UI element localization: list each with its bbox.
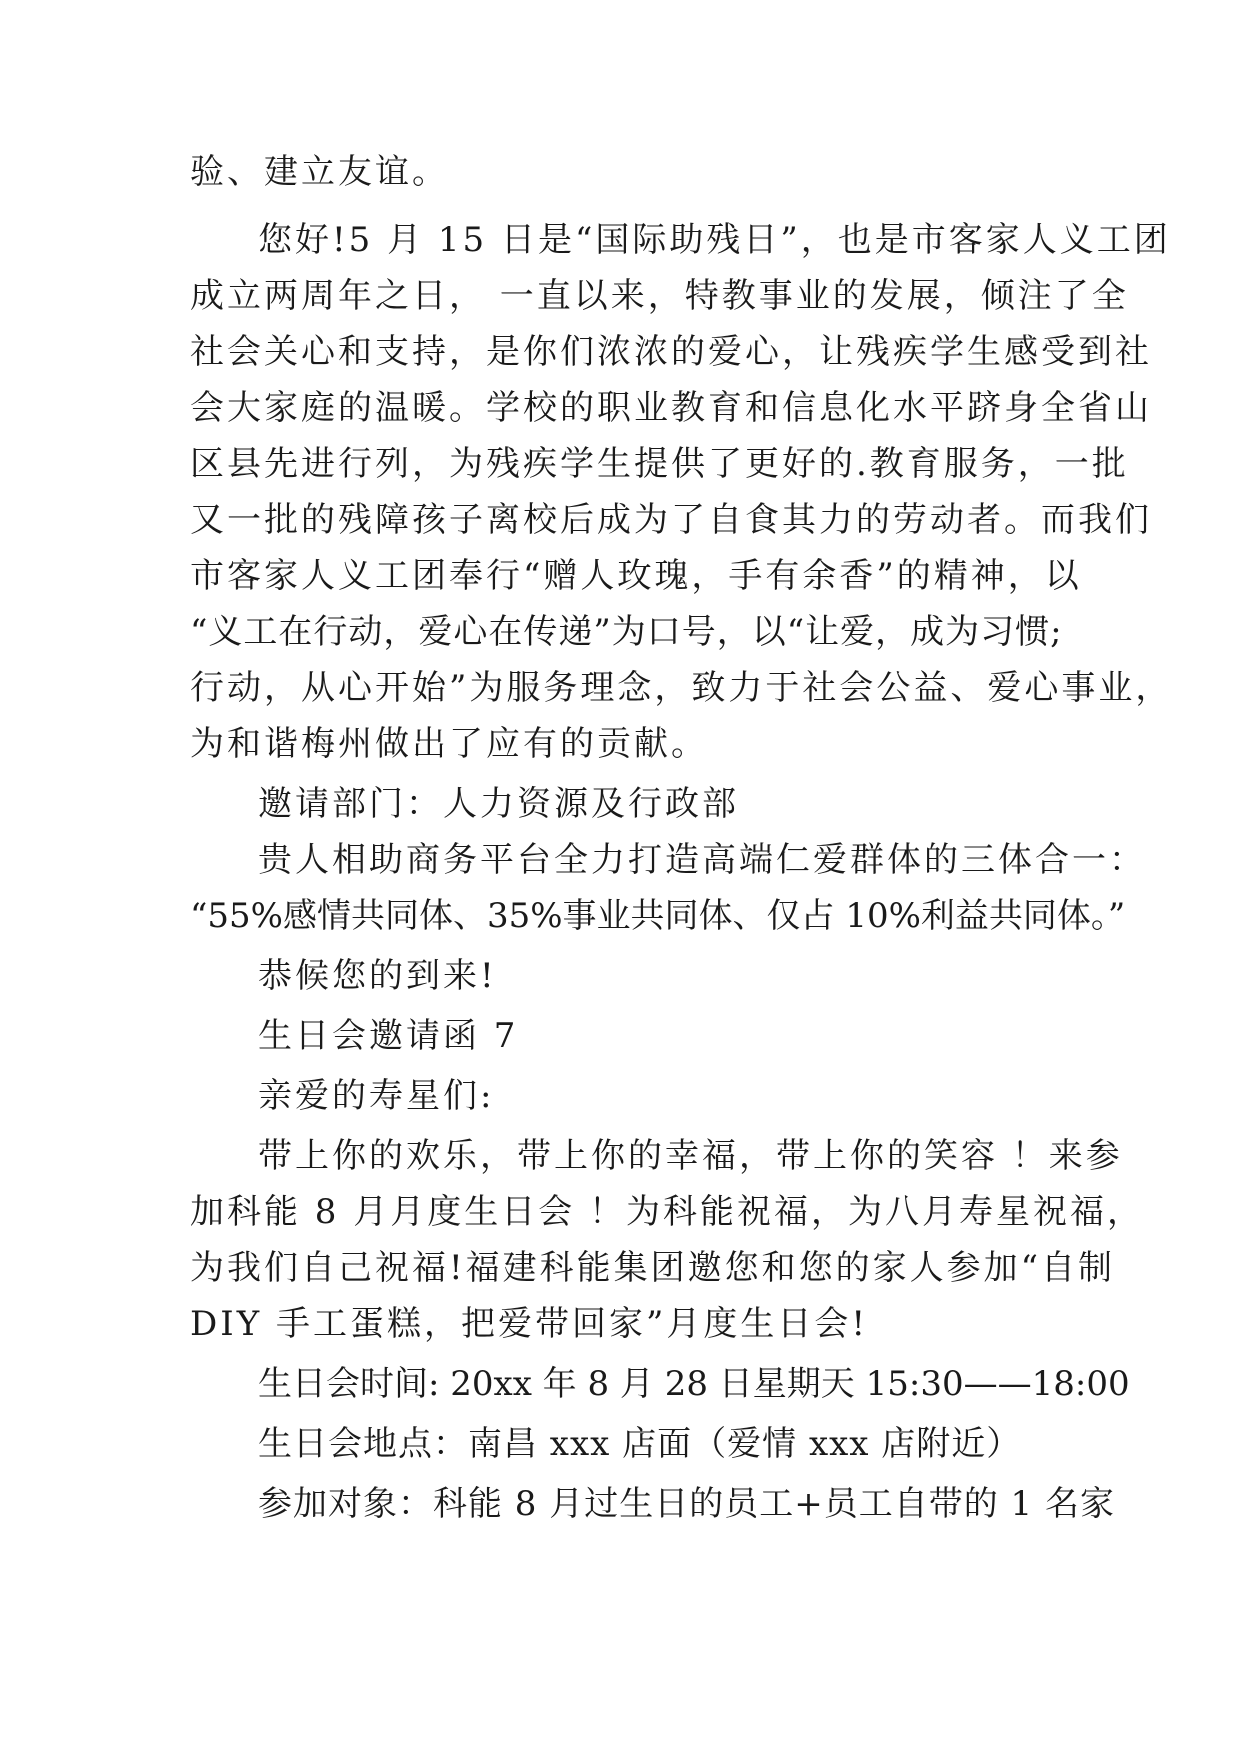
paragraph-line: 验、建立友谊。 (190, 152, 449, 192)
paragraph-line: “义工在行动，爱心在传递”为口号，以“让爱，成为习惯; (190, 612, 1063, 652)
paragraph-line: 邀请部门：人力资源及行政部 (258, 784, 739, 824)
paragraph-line: 生日会时间: 20xx 年 8 月 28 日星期天 15:30——18:00 (258, 1364, 1130, 1404)
paragraph-line: 社会关心和支持，是你们浓浓的爱心，让残疾学生感受到社 (190, 332, 1152, 372)
paragraph-line: 带上你的欢乐，带上你的幸福，带上你的笑容 ！来参 (258, 1136, 1123, 1176)
paragraph-line: 亲爱的寿星们: (258, 1076, 495, 1116)
paragraph-line: DIY 手工蛋糕，把爱带回家”月度生日会! (190, 1304, 868, 1344)
paragraph-line: “55%感情共同体、35%事业共同体、仅占 10%利益共同体。” (190, 896, 1126, 936)
paragraph-line: 行动，从心开始”为服务理念，致力于社会公益、爱心事业， (190, 668, 1173, 708)
paragraph-line: 成立两周年之日， 一直以来，特教事业的发展，倾注了全 (190, 276, 1129, 316)
paragraph-line: 加科能 8 月月度生日会 ！为科能祝福，为八月寿星祝福， (190, 1192, 1145, 1232)
paragraph-line: 市客家人义工团奉行“赠人玫瑰，手有余香”的精神，以 (190, 556, 1082, 596)
paragraph-line: 贵人相助商务平台全力打造高端仁爱群体的三体合一： (258, 840, 1146, 880)
paragraph-line: 为和谐梅州做出了应有的贡献。 (190, 724, 708, 764)
paragraph-line: 生日会地点：南昌 xxx 店面（爱情 xxx 店附近） (258, 1424, 1022, 1464)
paragraph-line: 又一批的残障孩子离校后成为了自食其力的劳动者。而我们 (190, 500, 1152, 540)
paragraph-line: 会大家庭的温暖。学校的职业教育和信息化水平跻身全省山 (190, 388, 1152, 428)
paragraph-line: 为我们自己祝福!福建科能集团邀您和您的家人参加“自制 (190, 1248, 1116, 1288)
paragraph-line: 生日会邀请函 7 (258, 1016, 519, 1056)
paragraph-line: 您好!5 月 15 日是“国际助残日”，也是市客家人义工团 (258, 220, 1171, 260)
paragraph-line: 恭候您的到来! (258, 956, 497, 996)
paragraph-line: 参加对象：科能 8 月过生日的员工+员工自带的 1 名家 (258, 1484, 1115, 1524)
paragraph-line: 区县先进行列，为残疾学生提供了更好的.教育服务，一批 (190, 444, 1129, 484)
